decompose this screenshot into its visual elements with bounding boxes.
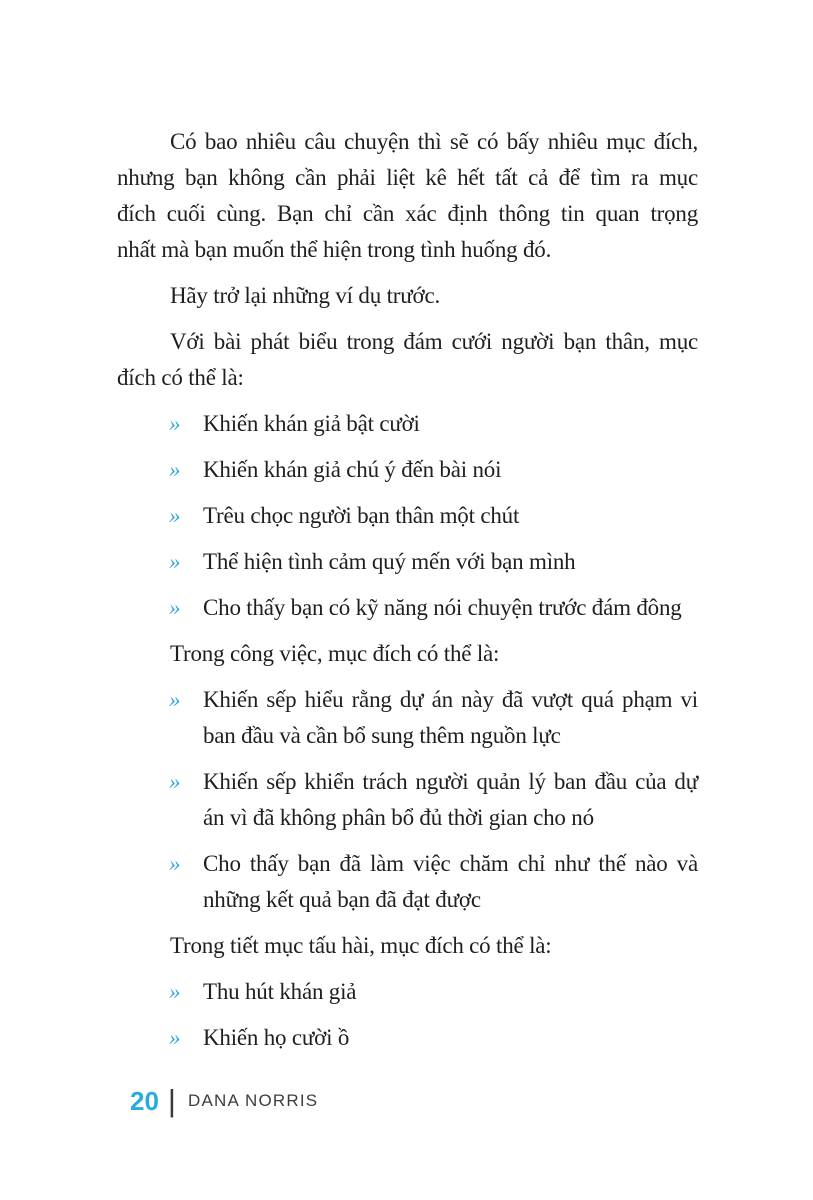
chevron-bullet-icon: » [169, 411, 181, 436]
list-item-text [203, 590, 698, 626]
list-item-text [203, 974, 698, 1010]
list-item [117, 846, 698, 918]
text-line: Khiến khán giả chú ý đến bài nói [203, 457, 502, 482]
list-item [117, 406, 698, 442]
list-item [117, 544, 698, 580]
chevron-bullet-icon: » [169, 595, 181, 620]
text-line: Trong tiết mục tấu hài, mục đích có thể là: [170, 933, 552, 958]
list-item-text [203, 544, 698, 580]
chevron-bullet-icon: » [169, 549, 181, 574]
text-line: Thu hút khán giả [203, 979, 357, 1004]
book-page-content [117, 124, 698, 1066]
text-line: đích có thể là: [117, 365, 244, 390]
list-item-text [203, 452, 698, 488]
list-item-text [203, 846, 698, 918]
list-item-text [203, 498, 698, 534]
chevron-bullet-icon: » [169, 979, 181, 1004]
list-item [117, 590, 698, 626]
list-item [117, 974, 698, 1010]
chevron-bullet-icon: » [169, 851, 181, 876]
text-line: nhất mà bạn muốn thể hiện trong tình huống đó. [117, 237, 552, 262]
text-line: Trêu chọc người bạn thân một chút [203, 503, 520, 528]
paragraph [117, 324, 698, 396]
bullet-list [117, 406, 698, 626]
text-line: Khiến sếp hiểu rằng dự án này đã vượt quá phạm vi [203, 687, 698, 712]
list-item [117, 682, 698, 754]
list-item [117, 764, 698, 836]
text-line: nhưng bạn không cần phải liệt kê hết tất cả để tìm ra mục [117, 165, 698, 190]
author-name: DANA NORRIS [187, 1091, 319, 1110]
paragraph [117, 636, 698, 672]
chevron-bullet-icon: » [169, 769, 181, 794]
chevron-bullet-icon: » [169, 457, 181, 482]
text-line: Với bài phát biểu trong đám cưới người bạn thân, mục [170, 329, 698, 354]
list-item [117, 1020, 698, 1056]
text-line: Trong công việc, mục đích có thể là: [170, 641, 500, 666]
list-item-text [203, 1020, 698, 1056]
text-line: Cho thấy bạn có kỹ năng nói chuyện trước đám đông [203, 595, 682, 620]
footer-divider: | [167, 1082, 176, 1118]
bullet-list [117, 974, 698, 1056]
bullet-list [117, 682, 698, 918]
list-item [117, 452, 698, 488]
page-number: 20 [130, 1086, 159, 1116]
text-line: Khiến họ cười ồ [203, 1025, 350, 1050]
list-item-text [203, 682, 698, 754]
list-item-text [203, 406, 698, 442]
paragraph [117, 124, 698, 268]
text-line: Cho thấy bạn đã làm việc chăm chỉ như thế nào và [203, 851, 698, 876]
text-line: những kết quả bạn đã đạt được [203, 887, 481, 912]
chevron-bullet-icon: » [169, 687, 181, 712]
text-line: đích cuối cùng. Bạn chỉ cần xác định thông tin quan trọng [117, 201, 698, 226]
paragraph [117, 928, 698, 964]
paragraph [117, 278, 698, 314]
text-line: Khiến sếp khiển trách người quản lý ban đầu của dự [203, 769, 698, 794]
text-line: Khiến khán giả bật cười [203, 411, 420, 436]
text-line: Có bao nhiêu câu chuyện thì sẽ có bấy nhiêu mục đích, [170, 129, 698, 154]
text-line: Hãy trở lại những ví dụ trước. [170, 283, 441, 308]
text-line: ban đầu và cần bổ sung thêm nguồn lực [203, 723, 561, 748]
text-line: Thể hiện tình cảm quý mến với bạn mình [203, 549, 576, 574]
chevron-bullet-icon: » [169, 503, 181, 528]
page-footer [130, 1084, 318, 1118]
list-item-text [203, 764, 698, 836]
list-item [117, 498, 698, 534]
text-line: án vì đã không phân bổ đủ thời gian cho nó [203, 805, 594, 830]
chevron-bullet-icon: » [169, 1025, 181, 1050]
